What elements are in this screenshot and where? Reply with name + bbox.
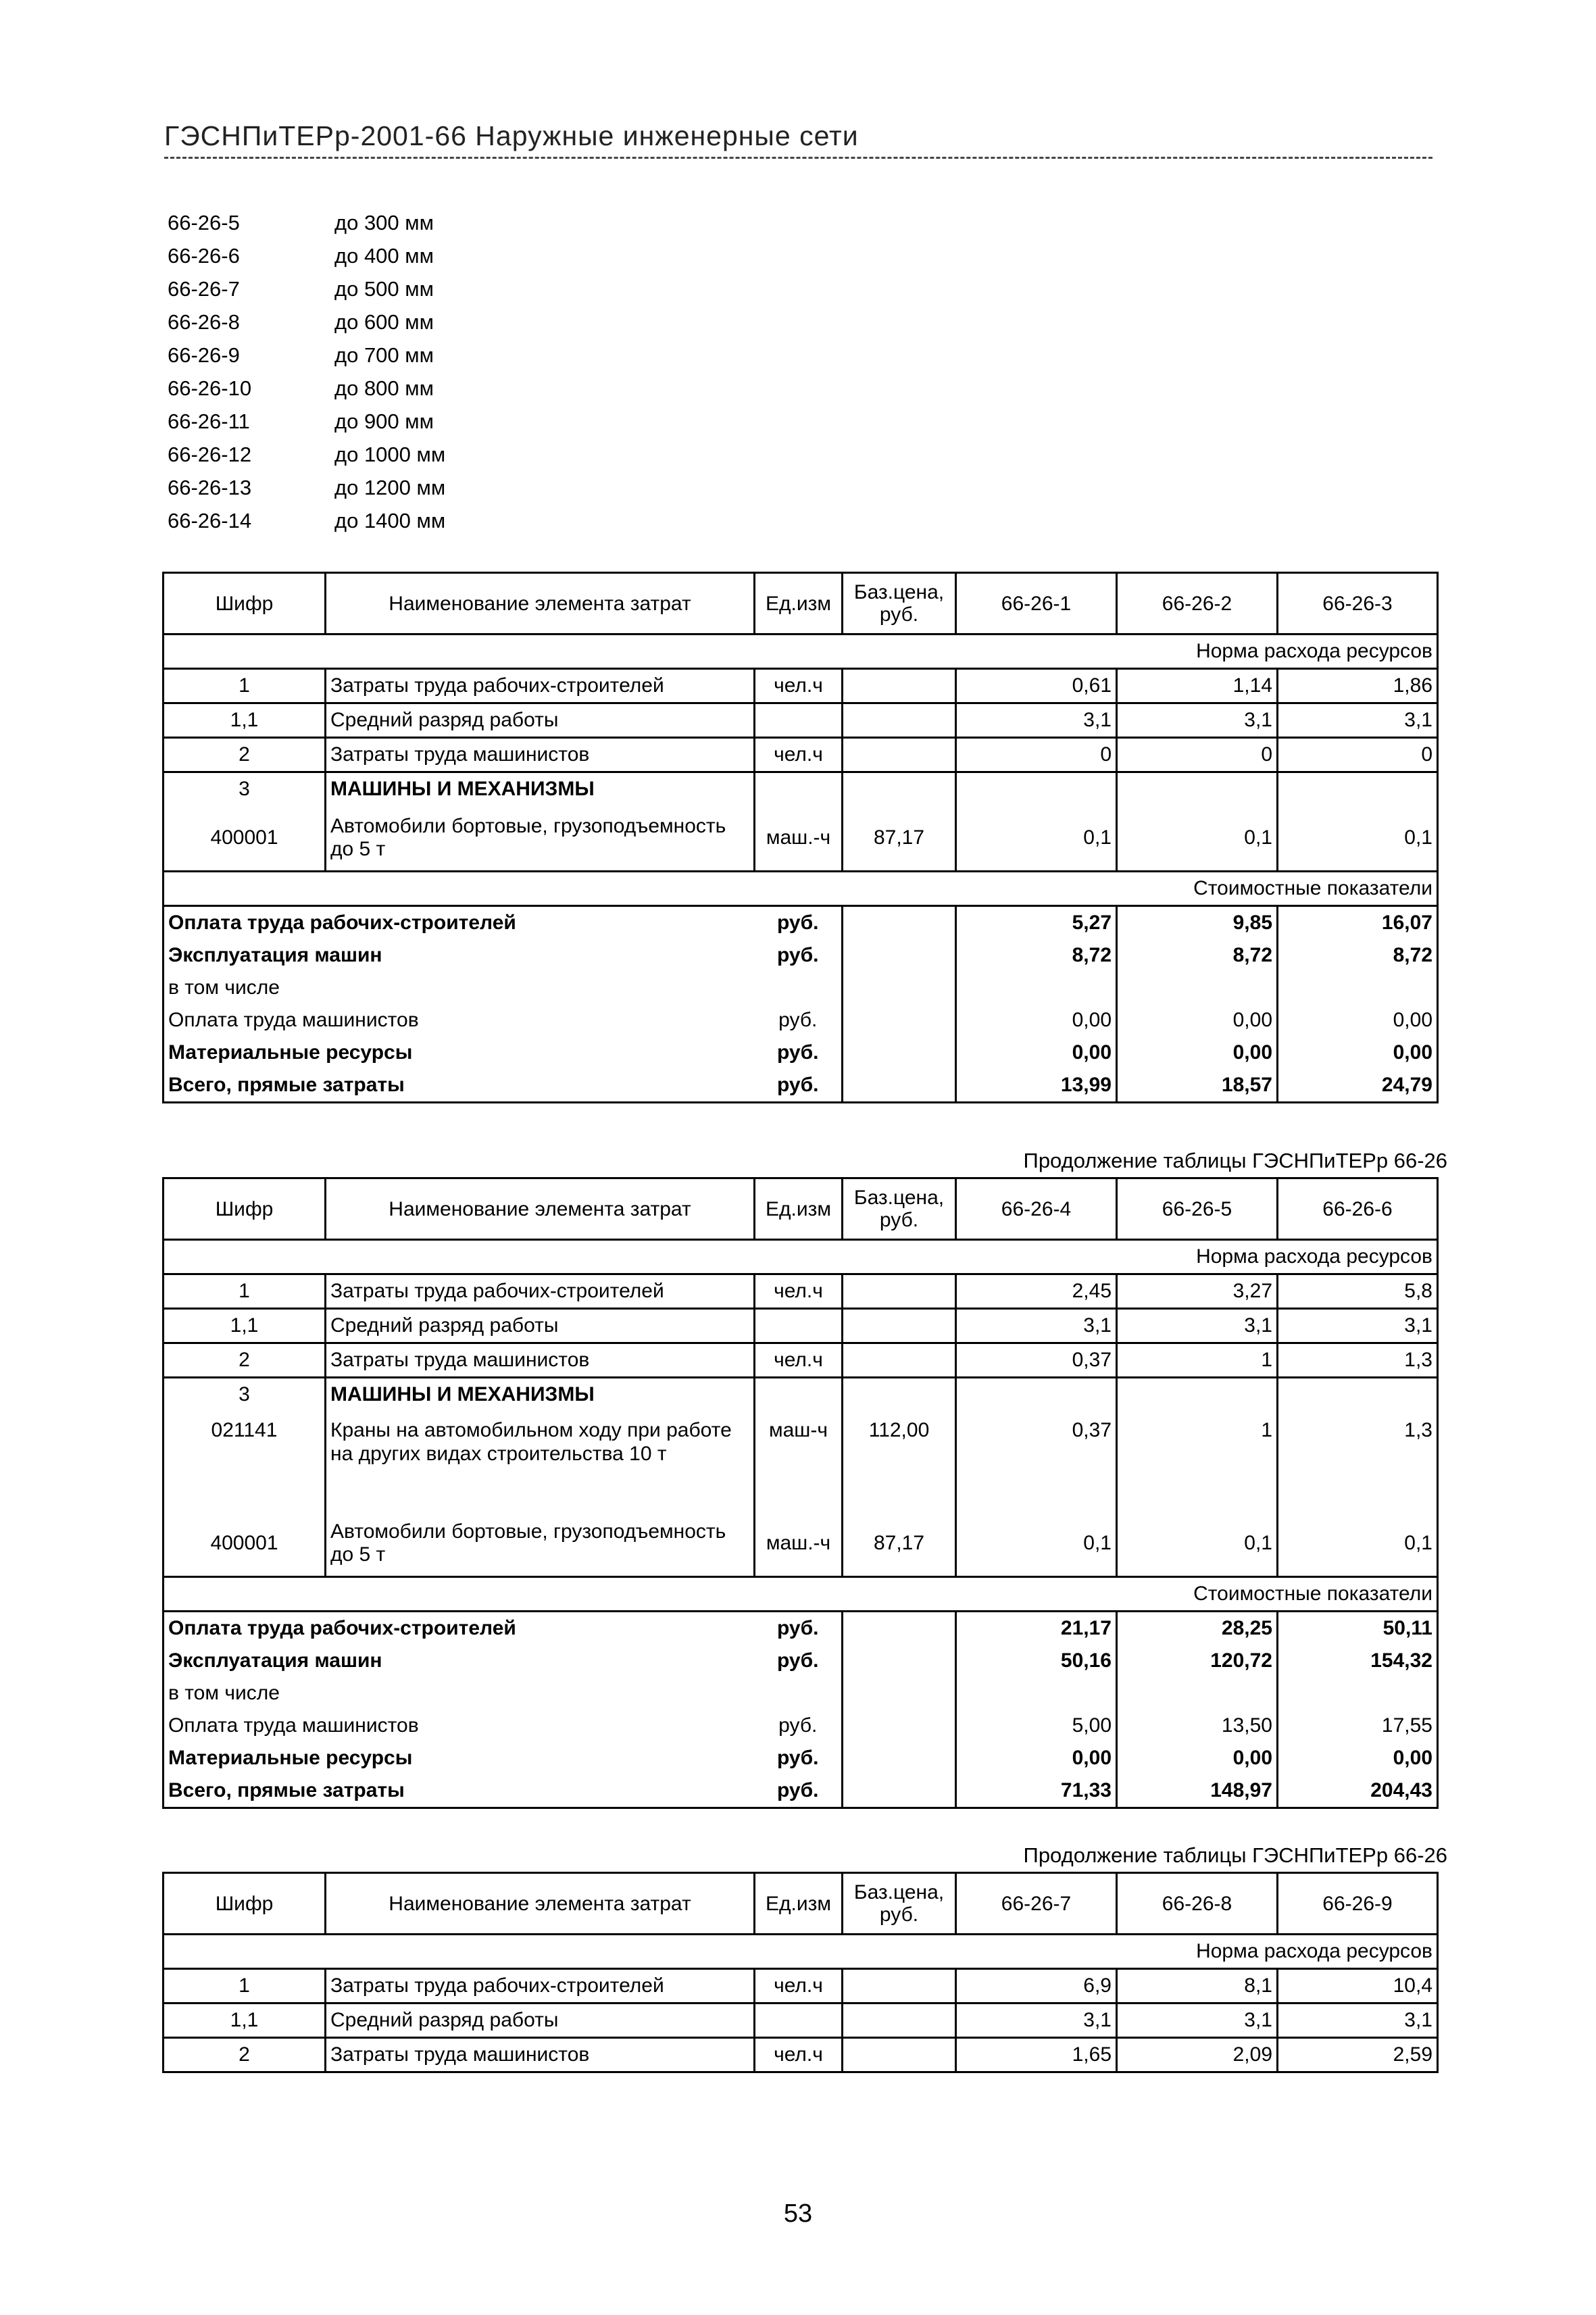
col-header-code: Шифр (164, 573, 326, 634)
col-header-variant: 66-26-4 (956, 1178, 1117, 1240)
table-row: 1 Затраты труда рабочих-строителей чел.ч 6,9 8,1 10,4 (164, 1969, 1438, 2003)
col-header-variant: 66-26-7 (956, 1873, 1117, 1935)
table-row: 400001 Автомобили бортовые, грузоподъемность до 5 т маш.-ч 87,17 0,1 0,1 0,1 (164, 805, 1438, 872)
col-header-price: Баз.цена, руб. (843, 573, 956, 634)
section-cost-label: Стоимостные показатели (164, 872, 1438, 906)
section-cost-row (164, 1577, 1438, 1612)
table-row: 2 Затраты труда машинистов чел.ч 0 0 0 (164, 738, 1438, 772)
resource-table-2 (162, 1177, 1439, 1809)
col-header-code: Шифр (164, 1873, 326, 1935)
col-header-price: Баз.цена, руб. (843, 1873, 956, 1935)
summary-row: Оплата труда машинистов руб. 5,00 13,50 17,55 (164, 1710, 1438, 1742)
section-norm-row (164, 1935, 1438, 1969)
summary-row: Материальные ресурсы руб. 0,00 0,00 0,00 (164, 1742, 1438, 1774)
section-cost-label: Стоимостные показатели (164, 1577, 1438, 1612)
col-header-unit: Ед.изм (755, 1178, 843, 1240)
summary-row: Материальные ресурсы руб. 0,00 0,00 0,00 (164, 1037, 1438, 1069)
table-header-row (164, 1873, 1438, 1935)
section-norm-label: Норма расхода ресурсов (164, 1935, 1438, 1969)
summary-row: Оплата труда рабочих-строителей руб. 5,27 9,85 16,07 (164, 906, 1438, 940)
summary-row: Оплата труда машинистов руб. 0,00 0,00 0,00 (164, 1004, 1438, 1037)
section-norm-row (164, 1240, 1438, 1274)
table-header-row (164, 573, 1438, 634)
col-header-price: Баз.цена, руб. (843, 1178, 956, 1240)
col-header-variant: 66-26-9 (1278, 1873, 1438, 1935)
col-header-name: Наименование элемента затрат (326, 573, 755, 634)
table-row: 400001 Автомобили бортовые, грузоподъемность до 5 т маш.-ч 87,17 0,1 0,1 0,1 (164, 1511, 1438, 1577)
col-header-name: Наименование элемента затрат (326, 1873, 755, 1935)
summary-row: в том числе (164, 972, 1438, 1004)
summary-row: в том числе (164, 1677, 1438, 1710)
table-row: 1 Затраты труда рабочих-строителей чел.ч 0,61 1,14 1,86 (164, 669, 1438, 703)
table-row: 2 Затраты труда машинистов чел.ч 0,37 1 1,3 (164, 1343, 1438, 1378)
col-header-variant: 66-26-3 (1278, 573, 1438, 634)
col-header-code: Шифр (164, 1178, 326, 1240)
col-header-variant: 66-26-2 (1117, 573, 1278, 634)
col-header-variant: 66-26-5 (1117, 1178, 1278, 1240)
section-norm-label: Норма расхода ресурсов (164, 1240, 1438, 1274)
table-continuation-caption: Продолжение таблицы ГЭСНПиТЕРр 66-26 (1023, 1149, 1447, 1172)
resource-table-1 (162, 572, 1439, 1103)
col-header-variant: 66-26-1 (956, 573, 1117, 634)
table-row: 3 МАШИНЫ И МЕХАНИЗМЫ (164, 772, 1438, 806)
section-norm-row (164, 634, 1438, 669)
col-header-unit: Ед.изм (755, 1873, 843, 1935)
table-continuation-caption: Продолжение таблицы ГЭСНПиТЕРр 66-26 (1023, 1843, 1447, 1867)
col-header-name: Наименование элемента затрат (326, 1178, 755, 1240)
section-cost-row (164, 872, 1438, 906)
col-header-variant: 66-26-8 (1117, 1873, 1278, 1935)
running-header: ГЭСНПиТЕРр-2001-66 Наружные инженерные сети (164, 120, 859, 151)
table-row: 3 МАШИНЫ И МЕХАНИЗМЫ (164, 1378, 1438, 1412)
table-row: 2 Затраты труда машинистов чел.ч 1,65 2,09 2,59 (164, 2038, 1438, 2072)
summary-row: Эксплуатация машин руб. 8,72 8,72 8,72 (164, 939, 1438, 972)
summary-row: Эксплуатация машин руб. 50,16 120,72 154,32 (164, 1645, 1438, 1677)
summary-row: Оплата труда рабочих-строителей руб. 21,17 28,25 50,11 (164, 1612, 1438, 1645)
table-row: 021141 Краны на автомобильном ходу при работе на других видах строительства 10 т маш-ч 112,00 0,37 1 1,3 (164, 1411, 1438, 1511)
col-header-unit: Ед.изм (755, 573, 843, 634)
header-rule (164, 157, 1432, 159)
col-header-variant: 66-26-6 (1278, 1178, 1438, 1240)
table-header-row (164, 1178, 1438, 1240)
table-row: 1,1 Средний разряд работы 3,1 3,1 3,1 (164, 2003, 1438, 2038)
page-number: 53 (783, 2199, 813, 2228)
resource-table-3 (162, 1872, 1439, 2073)
section-norm-label: Норма расхода ресурсов (164, 634, 1438, 669)
summary-row: Всего, прямые затраты руб. 71,33 148,97 204,43 (164, 1774, 1438, 1808)
table-row: 1,1 Средний разряд работы 3,1 3,1 3,1 (164, 1309, 1438, 1343)
table-row: 1,1 Средний разряд работы 3,1 3,1 3,1 (164, 703, 1438, 738)
summary-row: Всего, прямые затраты руб. 13,99 18,57 24,79 (164, 1069, 1438, 1103)
table-row: 1 Затраты труда рабочих-строителей чел.ч 2,45 3,27 5,8 (164, 1274, 1438, 1309)
